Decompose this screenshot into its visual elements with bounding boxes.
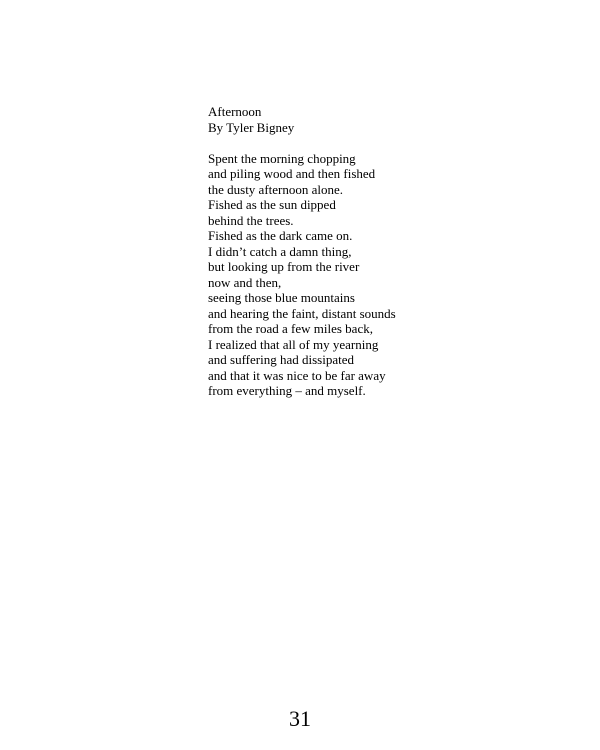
poem-line: and hearing the faint, distant sounds: [208, 305, 396, 321]
poem-author: By Tyler Bigney: [208, 119, 295, 135]
page-number: 31: [289, 706, 311, 731]
poem-line: now and then,: [208, 274, 282, 290]
poem-line: seeing those blue mountains: [208, 290, 355, 305]
poem-line: the dusty afternoon alone.: [208, 181, 344, 197]
poem-line: I didn’t catch a damn thing,: [208, 243, 352, 259]
poem-line: and piling wood and then fished: [208, 166, 376, 181]
poem-block: [208, 104, 508, 399]
poem-line: Fished as the sun dipped: [208, 197, 336, 212]
poem-line: I realized that all of my yearning: [208, 336, 379, 352]
poem-line: from the road a few miles back,: [208, 321, 373, 336]
poem-line: behind the trees.: [208, 212, 294, 228]
poem-line: Fished as the dark came on.: [208, 228, 353, 243]
poem-line: from everything – and myself.: [208, 383, 366, 398]
poem-line: but looking up from the river: [208, 259, 360, 274]
poem-line: and suffering had dissipated: [208, 352, 354, 367]
poem-line: and that it was nice to be far away: [208, 367, 386, 383]
poem-body: [208, 151, 508, 399]
poem-title: Afternoon: [208, 104, 262, 119]
poem-line: Spent the morning chopping: [208, 150, 356, 166]
